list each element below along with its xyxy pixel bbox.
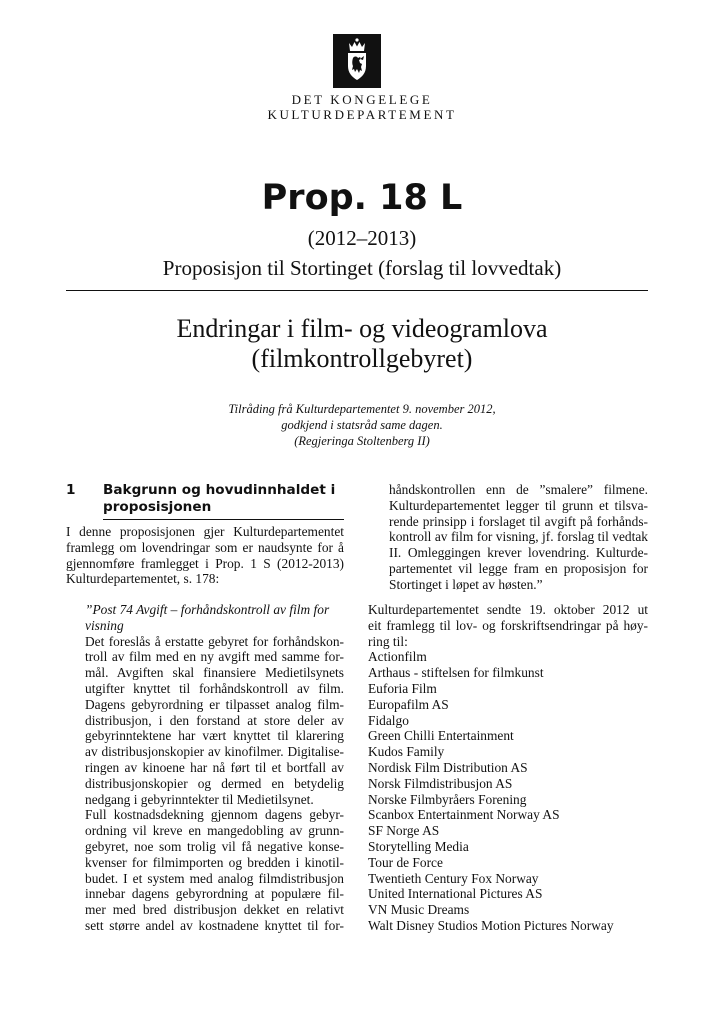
prop-number: Prop. 18 L <box>261 178 463 218</box>
quote-line: Kulturdepartementet legger til grunn et tilsva- <box>389 497 648 513</box>
recipient-item: Walt Disney Studios Motion Pictures Norway <box>368 917 614 933</box>
session-year: (2012–2013) <box>307 226 417 250</box>
recipient-item: Tour de Force <box>368 854 443 870</box>
hearing-line: Kulturdepartementet sendte 19. oktober 2012 ut <box>368 602 648 617</box>
quote-heading-line-1: ”Post 74 Avgift – forhåndskontroll av film for <box>85 602 330 617</box>
quote-line: av distribusjonskopier av kinofilmer. Digitalise- <box>85 744 344 760</box>
section-number: 1 <box>66 482 76 498</box>
quote-line: gebyret, noe som trolig vil få negative konse- <box>85 838 344 854</box>
title-line-2: (filmkontrollgebyret) <box>251 344 473 373</box>
quote-line: Dagens gebyrordning er tilpasset analog film- <box>85 696 344 712</box>
recipient-item: Europafilm AS <box>368 696 449 712</box>
quote-line: II. Omleggingen krever lovendring. Kulturde- <box>389 545 648 561</box>
recipient-item: Nordisk Film Distribution AS <box>368 759 528 775</box>
quote-line: mål. Avgiften skal finansiere Medietilsynets <box>85 665 344 681</box>
section-rule <box>103 519 344 520</box>
quote-line: kvenser for filmimporten og bredden i kinotil- <box>85 854 344 870</box>
quote-line: ordning vil kreve en mangedobling av grunn- <box>85 823 344 839</box>
advice-line-2: godkjend i statsråd same dagen. <box>281 418 443 432</box>
advice-line-3: (Regjeringa Stoltenberg II) <box>294 434 430 448</box>
quote-line: budet. I et system med analog filmdistribusjon <box>85 870 344 886</box>
recipient-item: Norske Filmbyråers Forening <box>368 791 527 807</box>
hearing-line: eit framlegg til lov- og forskriftsendringar på høy- <box>368 617 648 633</box>
recipient-item: Fidalgo <box>368 712 409 728</box>
recipient-item: Arthaus - stiftelsen for filmkunst <box>368 665 544 681</box>
document-title <box>0 314 724 374</box>
quote-line: partementet vil legge fram en proposisjon for <box>389 560 648 576</box>
intro-paragraph <box>66 524 344 587</box>
advice-block <box>0 401 724 449</box>
recipient-item: Green Chilli Entertainment <box>368 728 514 744</box>
title-divider <box>66 290 648 291</box>
quote-heading-line-2: visning <box>85 617 124 633</box>
recipient-item: Scanbox Entertainment Norway AS <box>368 807 560 823</box>
section-title-line-1: Bakgrunn og hovudinnhaldet i <box>103 482 336 498</box>
recipient-item: Actionfilm <box>368 649 427 665</box>
quote-line: håndskontrollen enn de ”smalere” filmene. <box>389 482 648 497</box>
quote-line: rende prinsipp i forslaget til avgift på forhånds- <box>389 513 648 529</box>
title-line-1: Endringar i film- og videogramlova <box>176 314 548 343</box>
quote-line: distribusjon, i den forstand at store deler av <box>85 712 344 728</box>
quote-line: utgifter knyttet til forhåndskontroll av film. <box>85 680 344 696</box>
hearing-paragraph <box>368 602 648 934</box>
recipient-item: SF Norge AS <box>368 823 440 839</box>
section-title-line-2: proposisjonen <box>103 499 212 515</box>
recipient-item: Norsk Filmdistribusjon AS <box>368 775 513 791</box>
recipient-item: Storytelling Media <box>368 838 469 854</box>
recipient-item: United International Pictures AS <box>368 886 543 902</box>
document-subtitle: Proposisjon til Stortinget (forslag til lovvedtak) <box>162 256 562 280</box>
quote-block-right <box>389 482 648 593</box>
quote-line: Det foreslås å erstatte gebyret for forhåndskon- <box>85 633 344 649</box>
intro-line: I denne proposisjonen gjer Kulturdepartementet <box>66 524 344 539</box>
hearing-line: ring til: <box>368 633 408 649</box>
quote-line: Stortinget i løpet av høsten.” <box>389 576 543 592</box>
quote-line: kontroll av film for visning, jf. forslag til vedtak <box>389 529 648 545</box>
recipient-item: Kudos Family <box>368 744 445 760</box>
recipient-item: Twentieth Century Fox Norway <box>368 870 539 886</box>
quote-line: gebyrinntektene har vært knyttet til klarering <box>85 728 344 744</box>
coat-of-arms-logo <box>333 34 381 88</box>
quote-line: troll av film med en ny avgift med samme for- <box>85 649 344 665</box>
quote-line: ringen av kinoene har nå ført til et bortfall av <box>85 759 344 775</box>
quote-line: sett større andel av kostnadene knyttet til for- <box>85 917 344 933</box>
quote-line: Full kostnadsdekning gjennom dagens gebyr- <box>85 807 344 823</box>
quote-line: innebar dagens gebyrordning at populære fil- <box>85 886 344 902</box>
section-title <box>103 482 343 516</box>
intro-line: gjennomføre framlegget i Prop. 1 S (2012-2013) <box>66 555 344 571</box>
ministry-name-line2: KULTURDEPARTEMENT <box>267 107 457 122</box>
intro-line: Kulturdepartementet, s. 178: <box>66 571 220 587</box>
recipient-item: VN Music Dreams <box>368 902 470 918</box>
advice-line-1: Tilråding frå Kulturdepartementet 9. november 2012, <box>228 402 496 416</box>
ministry-name-line1: DET KONGELEGE <box>291 92 433 107</box>
quote-line: mer med bred distribusjon dekket en relativt <box>85 902 344 918</box>
quote-line: nedgang i gebyrinntekter til Medietilsynet. <box>85 791 314 807</box>
recipient-item: Euforia Film <box>368 680 437 696</box>
quote-line: distribusjonskopier og dermed en betydelig <box>85 775 344 791</box>
intro-line: framlegg om lovendringar som er naudsynte for å <box>66 539 344 555</box>
quote-block-left <box>85 602 344 934</box>
